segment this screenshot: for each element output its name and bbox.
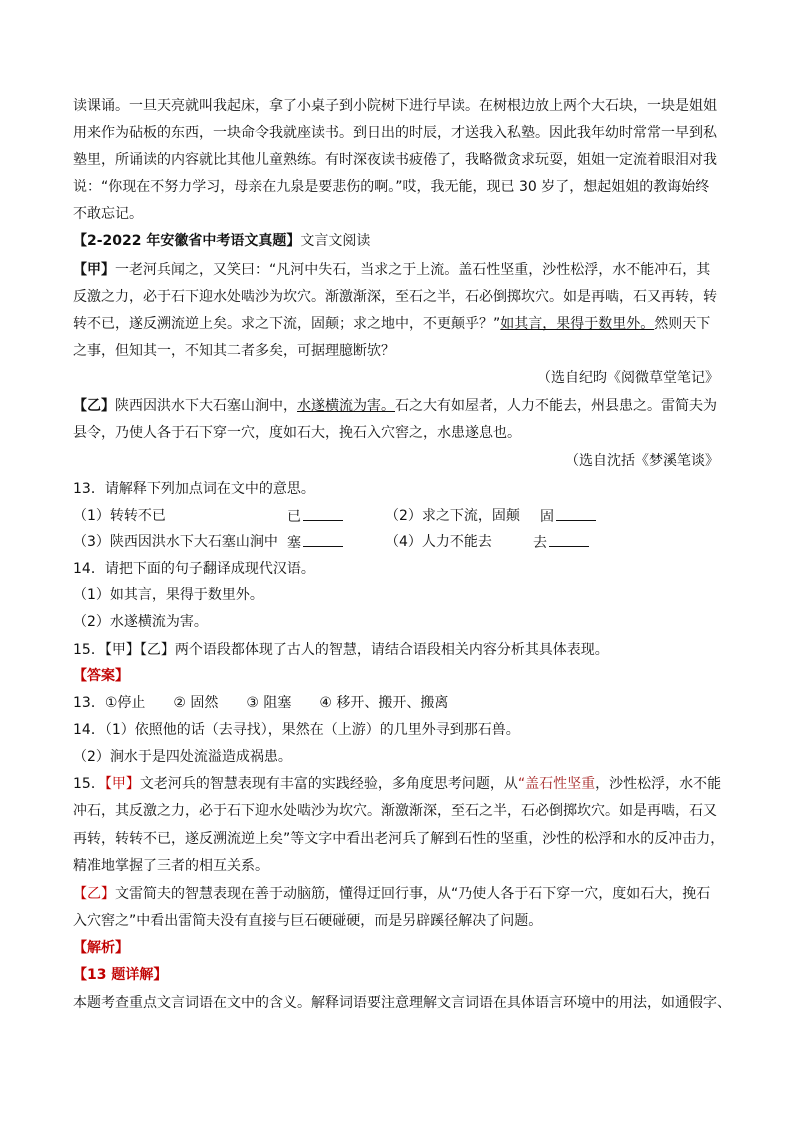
q14-sentence-2: （2）水遂横流为害。 — [73, 614, 208, 630]
jia-line-3 — [73, 314, 710, 334]
analysis-line-1: 本题考查重点文言词语在文中的含义。解释词语要注意理解文言词语在具体语言环境中的用法，如通假字、 — [73, 995, 731, 1011]
analysis-label: 【解析】 — [73, 940, 129, 956]
yi-mark: 【乙】 — [73, 398, 115, 414]
q13-blank-2 — [540, 506, 596, 527]
yi-text-1a: 陕西因洪水下大石塞山涧中， — [115, 398, 297, 414]
story-line-1: 读课诵。一旦天亮就叫我起床，拿了小桌子到小院树下进行早读。在树根边放上两个大石块，一块是姐姐 — [73, 98, 717, 114]
story-line-3: 塾里，所诵读的内容就比其他儿童熟练。有时深夜读书疲倦了，我略微贪求玩耍，姐姐一定流着眼泪对我 — [73, 152, 717, 168]
q13-word-3: 塞 — [287, 535, 301, 551]
q13-stem: 13．请解释下列加点词在文中的意思。 — [73, 481, 315, 497]
answer-15-mark-yi: 【乙】 — [73, 886, 115, 902]
answer-15-line-5 — [73, 884, 710, 904]
answer-15-mark-jia: 【甲】 — [104, 776, 140, 792]
answer-label: 【答案】 — [73, 668, 129, 684]
jia-underlined-sentence: 如其言，果得于数里外。 — [500, 316, 655, 332]
answer-blank[interactable] — [303, 506, 343, 521]
section-heading — [73, 231, 370, 251]
jia-source: （选自纪昀《阅微草堂笔记》 — [537, 370, 719, 386]
jia-line-1 — [73, 260, 710, 280]
jia-mark: 【甲】 — [73, 262, 115, 278]
yi-line-1 — [73, 396, 717, 416]
q13-blank-1 — [287, 506, 343, 527]
q14-stem: 14．请把下面的句子翻译成现代汉语。 — [73, 561, 315, 577]
q13-word-1: 已 — [287, 509, 301, 525]
answer-15-text-1b: ，沙性松浮，水不能 — [595, 776, 722, 792]
answer-15-line-6: 入穴窖之”中看出雷简夫没有直接与巨石硬碰硬，而是另辟蹊径解决了问题。 — [73, 913, 543, 929]
q13-item-1: （1）转转不已 — [73, 508, 166, 524]
story-line-2: 用来作为砧板的东西，一块命令我就座读书。到日出的时辰，才送我入私塾。因此我年幼时常常一早到私 — [73, 125, 717, 141]
answer-15-text-1a: 文老河兵的智慧表现有丰富的实践经验，多角度思考问题，从 — [139, 776, 518, 792]
answer-blank[interactable] — [549, 532, 589, 547]
answer-15-num: 15． — [73, 776, 105, 792]
q13-blank-3 — [287, 532, 343, 553]
q15-stem: 15．【甲】【乙】两个语段都体现了古人的智慧，请结合语段相关内容分析其具体表现。 — [73, 642, 609, 658]
q13-item-2: （2）求之下流，固颠 — [385, 508, 520, 524]
jia-line-4: 之事，但知其一，不知其二者多矣，可据理臆断欤？ — [73, 343, 395, 359]
answer-blank[interactable] — [556, 506, 596, 521]
answer-15-text-5: 文雷简夫的智慧表现在善于动脑筋，懂得迂回行事，从“乃使人各于石下穿一穴，度如石大，挽石 — [115, 886, 711, 902]
jia-text-3a: 转不已，遂反溯流逆上矣。求之下流，固颠；求之地中，不更颠乎？” — [73, 316, 501, 332]
section-title: 文言文阅读 — [300, 233, 371, 249]
story-line-5: 不敢忘记。 — [73, 206, 143, 222]
yi-text-1b: 石之大有如屋者，人力不能去，州县患之。雷简夫为 — [395, 398, 717, 414]
answer-15-line-1 — [73, 774, 721, 794]
q13-item-3: （3）陕西因洪水下大石塞山涧中 — [73, 534, 278, 550]
answer-15-line-3: 再转，转转不已，遂反溯流逆上矣”等文字中看出老河兵了解到石性的坚重，沙性的松浮和水的反冲击力， — [73, 831, 725, 847]
answer-14-1: 14．（1）依照他的话（去寻找），果然在（上游）的几里外寻到那石兽。 — [73, 722, 520, 738]
analysis-sub-label: 【13 题详解】 — [73, 967, 168, 983]
q13-word-2: 固 — [540, 509, 554, 525]
jia-text-3b: 然则天下 — [654, 316, 711, 332]
q14-sentence-1: （1）如其言，果得于数里外。 — [73, 587, 264, 603]
yi-underlined-sentence: 水遂横流为害。 — [297, 398, 395, 414]
yi-line-2: 县令，乃使人各于石下穿一穴，度如石大，挽石入穴窖之，水患遂息也。 — [73, 425, 521, 441]
answer-blank[interactable] — [303, 532, 343, 547]
jia-line-2: 反激之力，必于石下迎水处啮沙为坎穴。渐激渐深，至石之半，石必倒掷坎穴。如是再啮，石又再转，转 — [73, 289, 717, 305]
answer-15-line-4: 精准地掌握了三者的相互关系。 — [73, 858, 269, 874]
answer-15-quote-red: “盖石性坚重 — [517, 776, 596, 792]
jia-text-1: 一老河兵闻之，又笑曰：“凡河中失石，当求之于上流。盖石性坚重，沙性松浮，水不能冲石，其 — [115, 262, 711, 278]
answer-13: 13．①停止 ② 固然 ③ 阻塞 ④ 移开、搬开、搬离 — [73, 695, 449, 711]
answer-14-2: （2）涧水于是四处流溢造成祸患。 — [73, 749, 292, 765]
yi-source: （选自沈括《梦溪笔谈》 — [565, 453, 719, 469]
answer-15-line-2: 冲石，其反激之力，必于石下迎水处啮沙为坎穴。渐激渐深，至石之半，石必倒掷坎穴。如是再啮，石又 — [73, 803, 717, 819]
q13-item-4: （4）人力不能去 — [385, 534, 492, 550]
story-line-4: 说：“你现在不努力学习，母亲在九泉是要悲伤的啊。”哎，我无能，现已 30 岁了，想起姐姐的教诲始终 — [73, 179, 710, 195]
q13-blank-4 — [533, 532, 589, 553]
section-tag: 【2-2022 年安徽省中考语文真题】 — [73, 233, 301, 249]
q13-word-4: 去 — [533, 535, 547, 551]
